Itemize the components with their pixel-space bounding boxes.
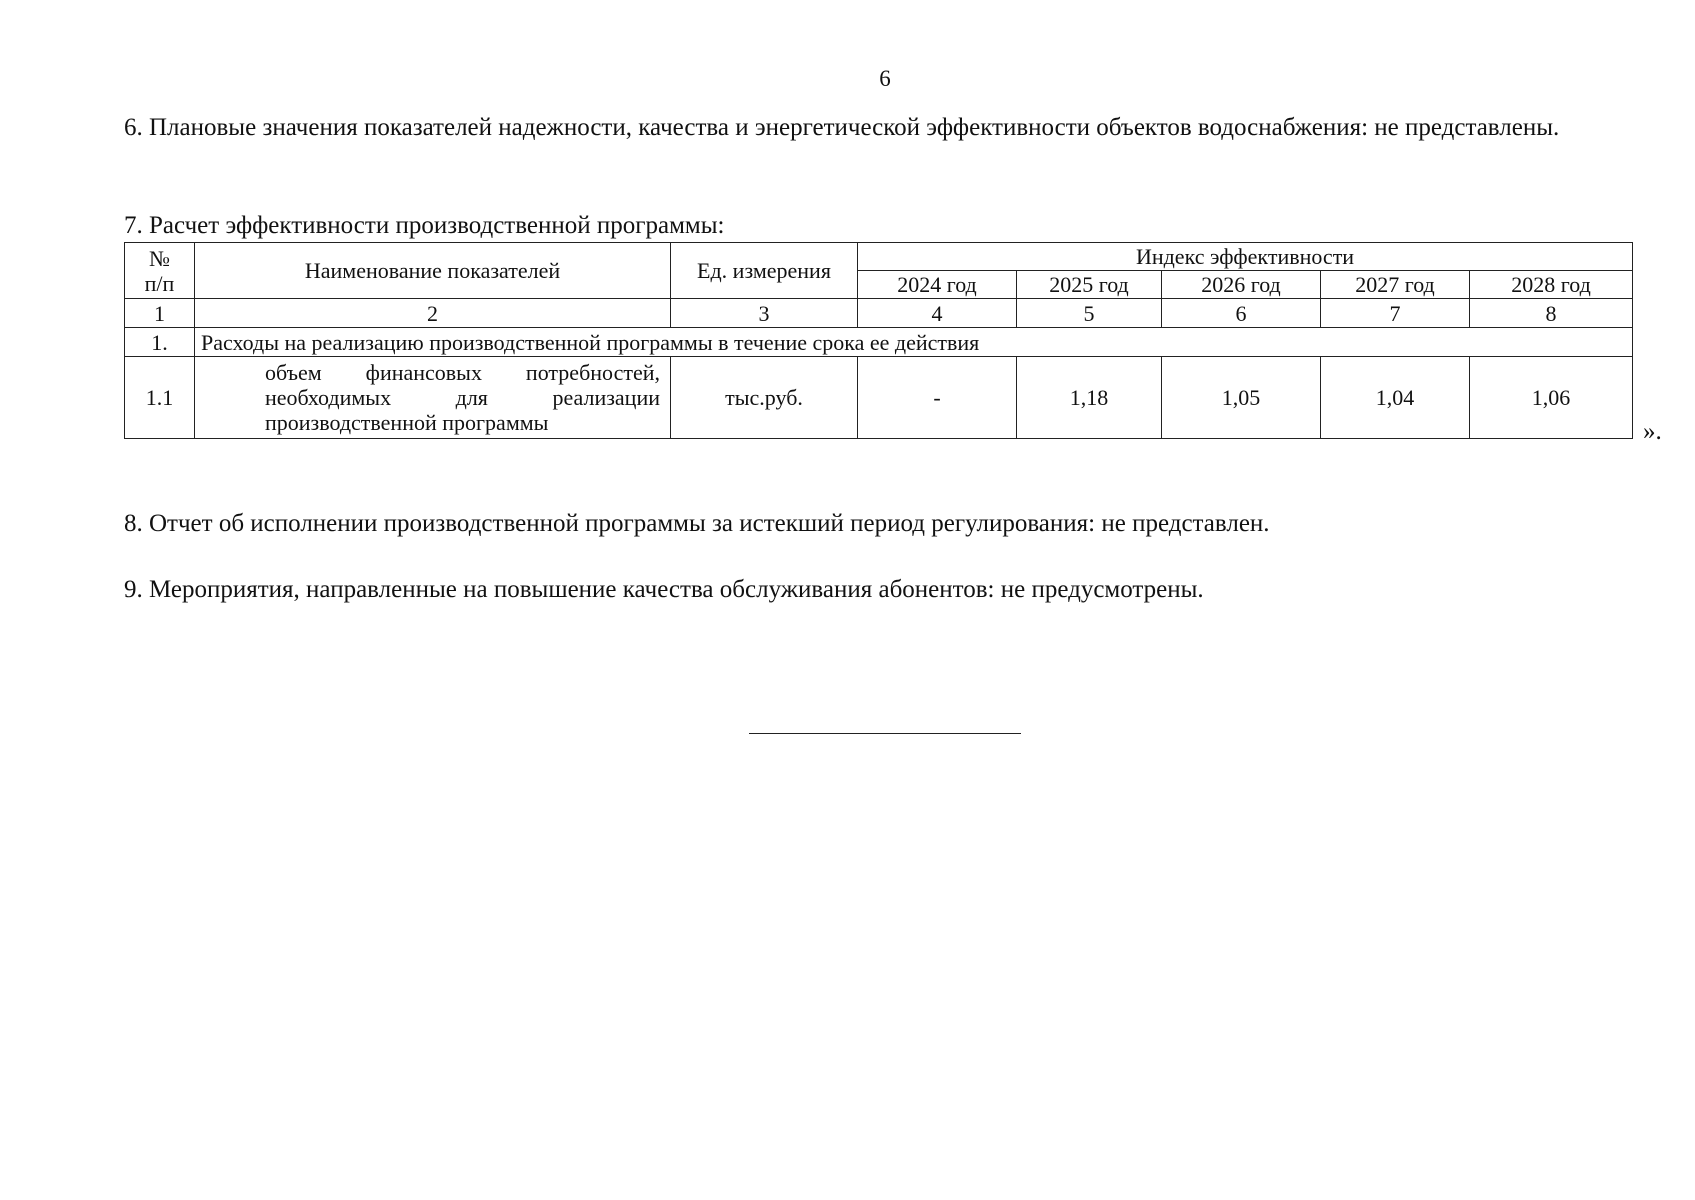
column-number: 2 — [195, 299, 671, 328]
header-year: 2025 год — [1017, 271, 1162, 299]
header-num: № п/п — [125, 243, 195, 299]
column-number: 4 — [858, 299, 1017, 328]
page-number: 6 — [879, 66, 891, 91]
row-num: 1.1 — [125, 357, 195, 439]
column-number: 8 — [1470, 299, 1633, 328]
header-year: 2026 год — [1162, 271, 1321, 299]
separator-line — [749, 733, 1021, 734]
row-value-2027: 1,04 — [1321, 357, 1470, 439]
row-value-2028: 1,06 — [1470, 357, 1633, 439]
table-row — [125, 357, 1633, 439]
column-number: 7 — [1321, 299, 1470, 328]
header-year: 2024 год — [858, 271, 1017, 299]
column-number: 6 — [1162, 299, 1321, 328]
header-unit: Ед. измерения — [671, 243, 858, 299]
group-row-num: 1. — [125, 328, 195, 357]
header-name: Наименование показателей — [195, 243, 671, 299]
row-indicator-name: объем финансовых потребностей, необходимых для реализации производственной программы — [195, 357, 671, 439]
group-row-text: Расходы на реализацию производственной программы в течение срока ее действия — [195, 328, 1633, 357]
section-6-paragraph: 6. Плановые значения показателей надежности, качества и энергетической эффективности объектов водоснабжения: не представлены. — [124, 114, 1560, 141]
group-row — [125, 328, 1633, 357]
row-value-2026: 1,05 — [1162, 357, 1321, 439]
header-year: 2027 год — [1321, 271, 1470, 299]
section-9-paragraph: 9. Мероприятия, направленные на повышение качества обслуживания абонентов: не предусмотрены. — [124, 576, 1204, 603]
header-index-group: Индекс эффективности — [858, 243, 1633, 271]
closing-quote: ». — [1643, 418, 1662, 445]
row-value-2025: 1,18 — [1017, 357, 1162, 439]
section-8-paragraph: 8. Отчет об исполнении производственной программы за истекший период регулирования: не представлен. — [124, 510, 1270, 537]
column-number-row — [125, 299, 1633, 328]
header-year: 2028 год — [1470, 271, 1633, 299]
section-7-title: 7. Расчет эффективности производственной программы: — [124, 212, 725, 239]
efficiency-table — [124, 242, 1633, 439]
column-number: 5 — [1017, 299, 1162, 328]
column-number: 3 — [671, 299, 858, 328]
row-unit: тыс.руб. — [671, 357, 858, 439]
column-number: 1 — [125, 299, 195, 328]
row-value-2024: - — [858, 357, 1017, 439]
